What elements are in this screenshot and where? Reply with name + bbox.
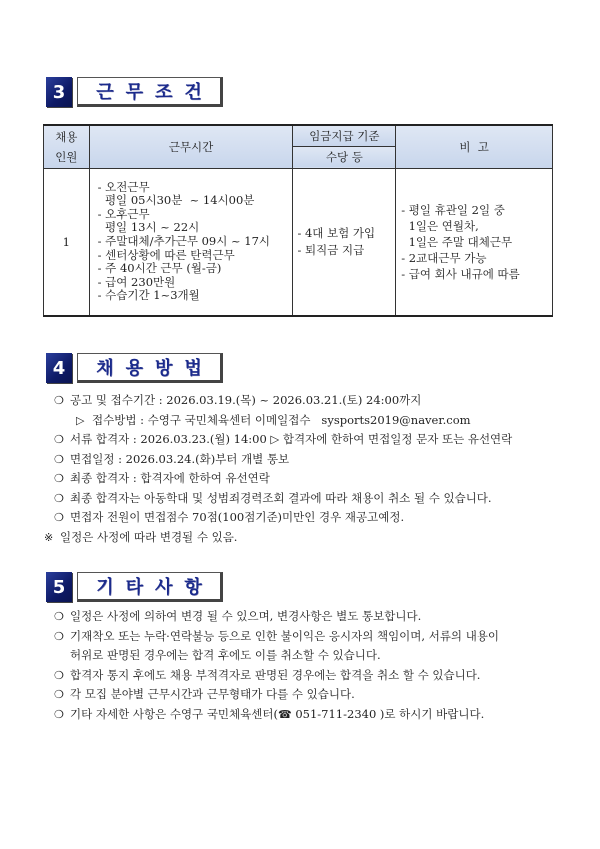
section-5-header: [46, 572, 223, 602]
list-item: [54, 666, 499, 686]
list-item: [54, 489, 512, 509]
section-title: 근무조건: [77, 77, 223, 107]
circle-bullet-icon: ❍: [54, 707, 64, 721]
contact-suffix: )로 하시기 바랍니다.: [379, 706, 485, 721]
circle-bullet-icon: ❍: [54, 452, 64, 466]
note-line: - 평일 휴관일 2일 중: [401, 202, 505, 217]
reference-mark-icon: ※: [44, 530, 54, 544]
section-title: 기타사항: [77, 572, 223, 602]
working-conditions-table: [43, 124, 553, 317]
note-line: - 2교대근무 가능: [401, 250, 487, 265]
list-item: [54, 391, 512, 411]
recruitment-method-list: [44, 391, 513, 547]
hours-line: - 오전근무: [97, 179, 150, 194]
list-item-text: 공고 및 접수기간 : 2026.03.19.(목) ~ 2026.03.21.(토) 24:00까지: [70, 393, 422, 407]
list-item-text: 서류 합격자 : 2026.03.23.(월) 14:00 ▷ 합격자에 한하여 면접일정 문자 또는 유선연락: [70, 432, 513, 446]
pay-line: - 4대 보험 가입: [297, 225, 376, 240]
header-people: [44, 125, 90, 169]
phone-number: 051-711-2340: [291, 706, 380, 721]
cell-note: [396, 169, 553, 316]
circle-bullet-icon: ❍: [54, 688, 64, 701]
contact-prefix: 기타 자세한 사항은 수영구 국민체육센터(: [70, 706, 278, 721]
hours-line: 평일 13시 ~ 22시: [97, 220, 200, 235]
section-4-header: [46, 353, 223, 383]
list-item-continuation: [54, 646, 499, 666]
circle-bullet-icon: ❍: [54, 394, 64, 407]
phone-icon: ☎: [277, 707, 292, 721]
note-line: 1일은 주말 대체근무: [401, 234, 513, 249]
list-item-text: 면접자 전원이 면접점수 70점(100점기준)미만인 경우 재공고예정.: [70, 510, 405, 524]
list-item-text: 합격자 통지 후에도 채용 부적격자로 판명된 경우에는 합격을 취소 할 수 있습니다.: [70, 667, 481, 682]
circle-bullet-icon: ❍: [54, 511, 64, 524]
list-item-text: 최종 합격자 : 합격자에 한하여 유선연락: [70, 471, 270, 485]
list-item-text: 최종 합격자는 아동학대 및 성범죄경력조회 결과에 따라 채용이 취소 될 수 있습니다.: [70, 490, 492, 505]
section-title: 채용방법: [77, 353, 223, 383]
list-item-text: 면접일정 : 2026.03.24.(화)부터 개별 통보: [70, 451, 290, 466]
header-pay-sub: 수당 등: [293, 146, 396, 168]
cell-people-count: 1: [44, 169, 90, 316]
section-number-badge: 3: [46, 77, 72, 107]
list-item: [54, 685, 499, 705]
header-hours: 근무시간: [89, 125, 293, 169]
circle-bullet-icon: ❍: [54, 491, 64, 505]
triangle-bullet-icon: ▷: [76, 413, 85, 427]
hours-line: - 주말대체/추가근무 09시 ~ 17시: [97, 233, 271, 248]
circle-bullet-icon: ❍: [54, 433, 64, 446]
hours-line: - 수습기간 1~3개월: [97, 288, 200, 303]
cell-hours: [89, 169, 293, 316]
header-note: 비 고: [396, 125, 553, 169]
section-3-header: [46, 77, 223, 107]
hours-line: - 급여 230만원: [97, 274, 176, 289]
list-item-text: 허위로 판명된 경우에는 합격 후에도 이를 취소할 수 있습니다.: [70, 648, 381, 662]
note-line: - 급여 회사 내규에 따름: [401, 266, 520, 281]
list-item-contact: [54, 705, 499, 725]
hours-line: - 주 40시간 근무 (월-금): [97, 261, 222, 276]
hours-line: - 센터상황에 따른 탄력근무: [97, 247, 235, 262]
list-item-text: 일정은 사정에 의하여 변경 될 수 있으며, 변경사항은 별도 통보합니다.: [70, 609, 422, 623]
list-item-text: 기재착오 또는 누락·연락불능 등으로 인한 불이익은 응시자의 책임이며, 서류의 내용이: [70, 628, 500, 643]
header-pay-top: 임금지급 기준: [293, 125, 396, 146]
circle-bullet-icon: ❍: [54, 629, 64, 643]
list-item: [54, 411, 512, 431]
list-item: [54, 430, 512, 450]
list-item-text: 각 모집 분야별 근무시간과 근무형태가 다를 수 있습니다.: [70, 687, 355, 701]
misc-list: [54, 607, 499, 724]
table-row: [44, 169, 553, 316]
cell-pay: [293, 169, 396, 316]
hours-line: - 오후근무: [97, 206, 150, 221]
list-item: [54, 607, 499, 627]
list-item: [54, 508, 512, 528]
header-people-line2: 인원: [55, 150, 78, 164]
list-item: [54, 469, 512, 489]
note-line: 1일은 연월차,: [401, 218, 479, 233]
pay-line: - 퇴직금 지급: [297, 242, 365, 257]
circle-bullet-icon: ❍: [54, 668, 64, 682]
list-item-text: 접수방법 : 수영구 국민체육센터 이메일접수 sysports2019@naver.com: [92, 412, 471, 427]
section-number-badge: 5: [46, 572, 72, 602]
circle-bullet-icon: ❍: [54, 610, 64, 623]
header-people-line1: 채용: [55, 130, 78, 144]
list-item: [54, 450, 512, 470]
section-number-badge: 4: [46, 353, 72, 383]
hours-line: 평일 05시30분 ~ 14시00분: [97, 193, 255, 208]
circle-bullet-icon: ❍: [54, 472, 64, 485]
list-item: [54, 627, 499, 647]
list-item-note: [44, 528, 512, 548]
list-item-text: 일정은 사정에 따라 변경될 수 있음.: [60, 529, 238, 544]
